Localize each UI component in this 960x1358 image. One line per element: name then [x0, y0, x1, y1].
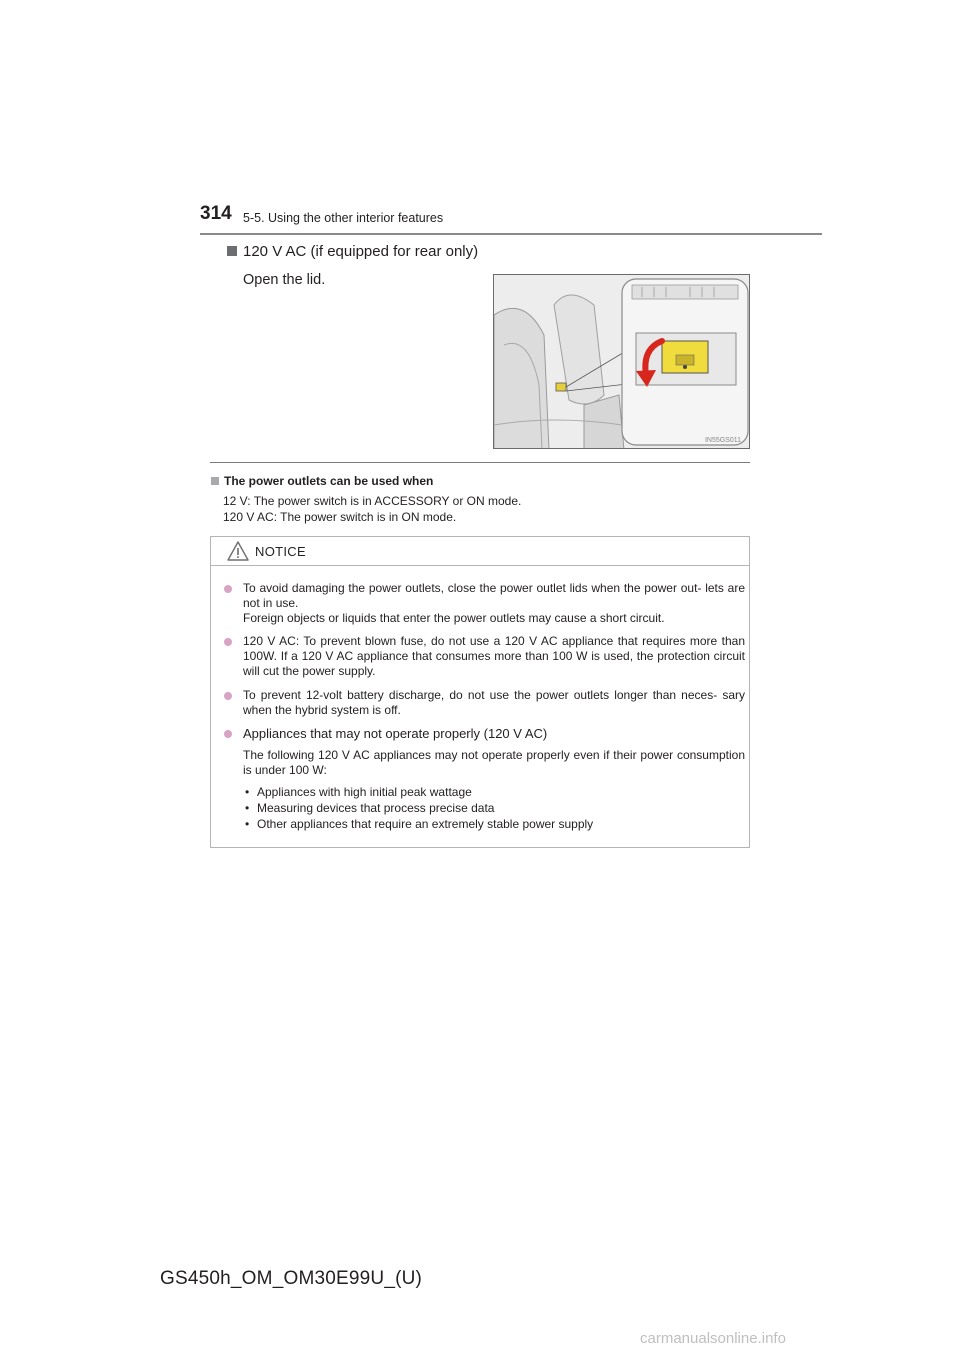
- warning-triangle-icon: [227, 541, 249, 561]
- notice-box: [210, 536, 750, 848]
- header-divider: [200, 233, 822, 235]
- notice-item-text: To prevent 12-volt battery discharge, do not use the power outlets longer than neces- sary when the hybrid system is off.: [243, 688, 745, 717]
- bullet-dot-icon: [224, 692, 232, 700]
- notice-header-divider: [211, 565, 749, 566]
- notice-item-extra: Foreign objects or liquids that enter the power outlets may cause a short circuit.: [243, 611, 665, 625]
- square-bullet-icon: [227, 246, 237, 256]
- bullet-dot-icon: [224, 638, 232, 646]
- notice-item-text: Appliances that may not operate properly (120 V AC): [243, 726, 548, 741]
- notice-bullet: • Appliances with high initial peak wattage: [243, 784, 745, 800]
- section-title: 5-5. Using the other interior features: [243, 211, 444, 225]
- info-title-text: The power outlets can be used when: [224, 474, 434, 488]
- page-number: 314: [200, 203, 232, 224]
- outlet-illustration: [493, 274, 750, 449]
- footer-document-code: GS450h_OM_OM30E99U_(U): [160, 1268, 423, 1289]
- subsection-heading: [227, 243, 478, 260]
- info-line: 12 V: The power switch is in ACCESSORY or ON mode.: [223, 494, 522, 508]
- notice-item: [231, 634, 745, 679]
- bullet-dot-icon: [224, 585, 232, 593]
- square-bullet-icon: [211, 477, 219, 485]
- notice-bullet-list: [243, 784, 745, 832]
- bullet-dot-icon: [224, 730, 232, 738]
- notice-item-extra: The following 120 V AC appliances may not operate properly even if their power consumption is under 100 W:: [243, 748, 745, 777]
- info-title: [211, 474, 433, 488]
- notice-item: [231, 581, 745, 626]
- instruction-text: Open the lid.: [243, 272, 326, 288]
- subsection-heading-text: 120 V AC (if equipped for rear only): [243, 243, 479, 260]
- illustration-code: IN55GS011: [704, 437, 741, 444]
- notice-item-text: 120 V AC: To prevent blown fuse, do not use a 120 V AC appliance that requires more than 100W. If a 120 V AC appliance that consumes more than 100 W is used, the protection circuit will cut the power supply.: [243, 634, 745, 678]
- notice-item: [231, 726, 745, 832]
- notice-item: [231, 688, 745, 718]
- notice-item-text: To avoid damaging the power outlets, close the power outlet lids when the power out- lets are not in use.: [243, 581, 745, 610]
- watermark: carmanualsonline.info: [640, 1330, 786, 1347]
- notice-bullet: • Measuring devices that process precise data: [243, 800, 745, 816]
- notice-bullet: • Other appliances that require an extremely stable power supply: [243, 816, 745, 832]
- outlet-illustration-drawing: [494, 275, 750, 449]
- info-line: 120 V AC: The power switch is in ON mode.: [223, 510, 457, 524]
- section-divider: [210, 462, 750, 463]
- notice-label: NOTICE: [255, 544, 306, 559]
